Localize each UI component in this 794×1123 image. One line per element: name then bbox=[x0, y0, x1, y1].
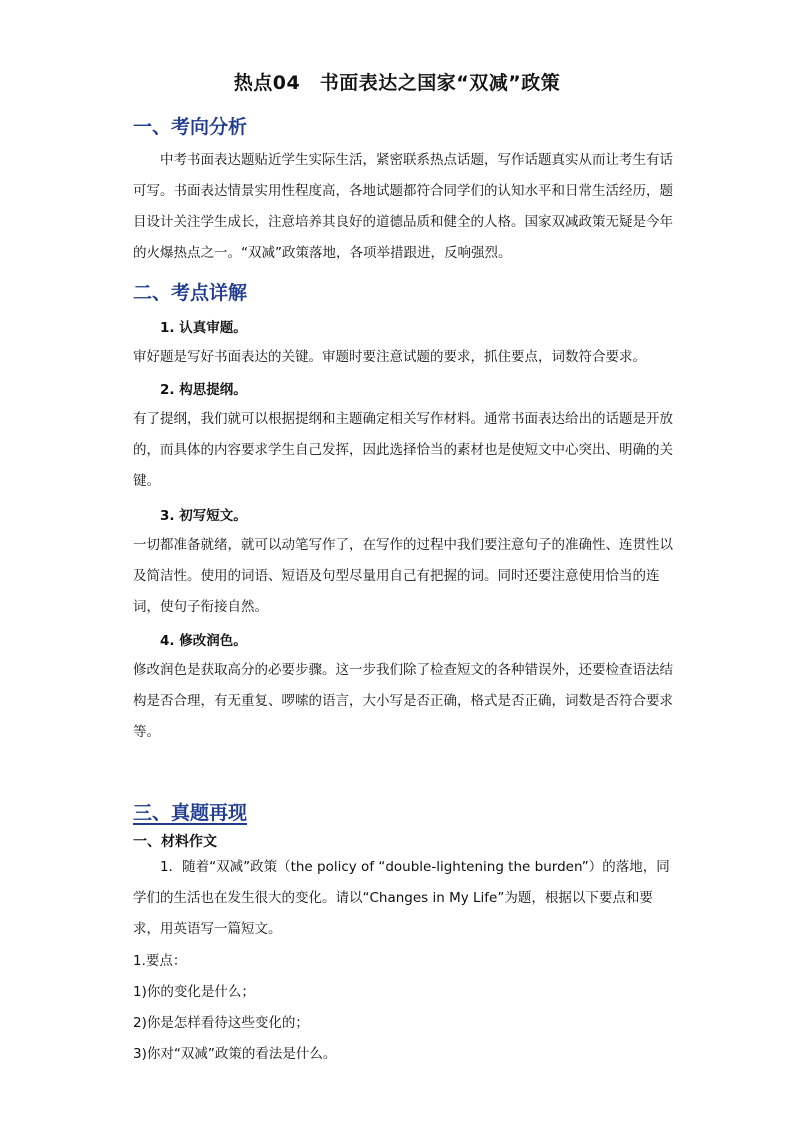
detail-item-label: 2. 构思提纲。 bbox=[160, 382, 247, 398]
point-item: 3)你对“双减”政策的看法是什么。 bbox=[133, 1046, 337, 1062]
detail-item-label: 4. 修改润色。 bbox=[160, 633, 247, 649]
question-1-text: 1．随着“双减”政策（the policy of “double-lightening the burden”）的落地，同学们的生活也在发生很大的变化。请以“Changes in My Life”为题，根据以下要点和要求，用英语写一篇短文。 bbox=[133, 859, 670, 937]
point-item: 1)你的变化是什么； bbox=[133, 984, 255, 1000]
detail-item-body: 审好题是写好书面表达的关键。审题时要注意试题的要求，抓住要点，词数符合要求。 bbox=[133, 349, 646, 365]
detail-item-label: 3. 初写短文。 bbox=[160, 508, 247, 524]
detail-item-body: 一切都准备就绪，就可以动笔写作了，在写作的过程中我们要注意句子的准确性、连贯性以及简洁性。使用的词语、短语及句型尽量用自己有把握的词。同时还要注意使用恰当的连词，使句子衔接自然。 bbox=[133, 537, 673, 615]
section-heading-exam: 三、真题再现 bbox=[133, 802, 248, 824]
section-heading-analysis: 一、考向分析 bbox=[133, 116, 248, 138]
detail-item-label: 1. 认真审题。 bbox=[160, 320, 247, 336]
point-item: 2)你是怎样看待这些变化的； bbox=[133, 1015, 309, 1031]
material-essay-subheading: 一、材料作文 bbox=[133, 834, 217, 850]
page-title: 热点04 书面表达之国家“双减”政策 bbox=[233, 72, 561, 94]
detail-item-body: 修改润色是获取高分的必要步骤。这一步我们除了检查短文的各种错误外，还要检查语法结构是否合理，有无重复、啰嗦的语言，大小写是否正确，格式是否正确，词数是否符合要求等。 bbox=[133, 662, 673, 740]
detail-item-body: 有了提纲，我们就可以根据提纲和主题确定相关写作材料。通常书面表达给出的话题是开放的，而具体的内容要求学生自己发挥，因此选择恰当的素材也是使短文中心突出、明确的关键。 bbox=[133, 411, 673, 489]
section-heading-details: 二、考点详解 bbox=[133, 282, 248, 304]
points-label: 1.要点： bbox=[133, 953, 187, 969]
analysis-paragraph: 中考书面表达题贴近学生实际生活，紧密联系热点话题，写作话题真实从而让考生有话可写。书面表达情景实用性程度高，各地试题都符合同学们的认知水平和日常生活经历，题目设计关注学生成长，注意培养其良好的道德品质和健全的人格。国家双减政策无疑是今年的火爆热点之一。“双减”政策落地，各项举措跟进，反响强烈。 bbox=[133, 152, 673, 261]
